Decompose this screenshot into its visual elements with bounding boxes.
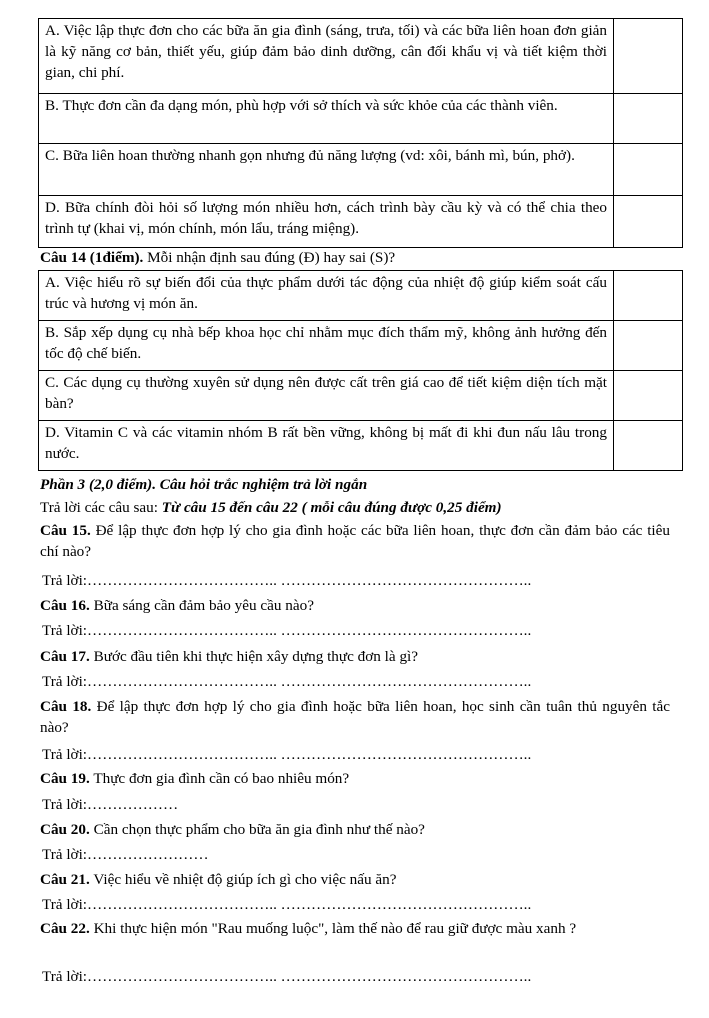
- answer-line-22[interactable]: Trả lời:……………………………….. …………………………………………..: [42, 968, 532, 985]
- question-text: Mỗi nhận định sau đúng (Đ) hay sai (S)?: [143, 249, 396, 266]
- table-row: [39, 371, 683, 421]
- answer-line-17[interactable]: Trả lời:……………………………….. …………………………………………..: [42, 673, 532, 690]
- question-text: Bữa sáng cần đảm bảo yêu cầu nào?: [89, 597, 314, 614]
- table-row: [39, 144, 683, 196]
- statement-cell: C. Bữa liên hoan thường nhanh gọn nhưng đủ năng lượng (vd: xôi, bánh mì, bún, phở).: [39, 144, 614, 196]
- instruction-prefix: Trả lời các câu sau:: [40, 499, 162, 516]
- answer-cell[interactable]: [614, 321, 683, 371]
- answer-line-18[interactable]: Trả lời:……………………………….. …………………………………………..: [42, 746, 532, 763]
- question-16: [40, 595, 670, 616]
- question-text: Cần chọn thực phẩm cho bữa ăn gia đình như thế nào?: [89, 821, 425, 838]
- answer-line-20[interactable]: Trả lời:……………………: [42, 846, 209, 863]
- question-18: [40, 696, 670, 738]
- true-false-table-13: [38, 18, 683, 248]
- part3-instruction: [40, 497, 502, 518]
- table-row: [39, 421, 683, 471]
- answer-cell[interactable]: [614, 421, 683, 471]
- instruction-bold: Từ câu 15 đến câu 22 ( mỗi câu đúng được 0,25 điểm): [161, 499, 502, 516]
- statement-cell: B. Sắp xếp dụng cụ nhà bếp khoa học chỉ nhằm mục đích thẩm mỹ, không ảnh hưởng đến tốc độ chế biến.: [39, 321, 614, 371]
- question-label: Câu 14 (1điểm).: [40, 249, 144, 266]
- answer-cell[interactable]: [614, 144, 683, 196]
- table-row: [39, 196, 683, 248]
- question-19: [40, 768, 670, 789]
- question-20: [40, 819, 670, 840]
- answer-line-15[interactable]: Trả lời:……………………………….. …………………………………………..: [42, 572, 532, 589]
- question-text: Để lập thực đơn hợp lý cho gia đình hoặc các bữa liên hoan, thực đơn cần đảm bảo các tiêu chí nào?: [40, 522, 670, 560]
- question-text: Việc hiểu về nhiệt độ giúp ích gì cho việc nấu ăn?: [89, 871, 397, 888]
- question-label: Câu 22.: [40, 920, 90, 937]
- answer-line-16[interactable]: Trả lời:……………………………….. …………………………………………..: [42, 622, 532, 639]
- statement-cell: C. Các dụng cụ thường xuyên sử dụng nên được cất trên giá cao để tiết kiệm diện tích mặt bàn?: [39, 371, 614, 421]
- question-text: Khi thực hiện món "Rau muống luộc", làm thế nào để rau giữ được màu xanh ?: [89, 920, 577, 937]
- question-label: Câu 19.: [40, 770, 90, 787]
- question-label: Câu 21.: [40, 871, 90, 888]
- table-row: [39, 19, 683, 94]
- question-22: [40, 918, 670, 939]
- table-row: [39, 271, 683, 321]
- table-row: [39, 94, 683, 144]
- table-row: [39, 321, 683, 371]
- question-15: [40, 520, 670, 562]
- question-17: [40, 646, 670, 667]
- answer-line-19[interactable]: Trả lời:………………: [42, 796, 179, 813]
- part3-heading: Phần 3 (2,0 điểm). Câu hỏi trắc nghiệm trả lời ngắn: [40, 476, 368, 493]
- statement-cell: A. Việc hiểu rõ sự biến đổi của thực phẩm dưới tác động của nhiệt độ giúp kiểm soát cấu trúc và hương vị món ăn.: [39, 271, 614, 321]
- answer-cell[interactable]: [614, 19, 683, 94]
- question-label: Câu 15.: [40, 522, 91, 539]
- question-text: Để lập thực đơn hợp lý cho gia đình hoặc bữa liên hoan, học sinh cần tuân thủ nguyên tắc nào?: [40, 698, 670, 736]
- question-21: [40, 869, 670, 890]
- question-text: Bước đầu tiên khi thực hiện xây dựng thực đơn là gì?: [89, 648, 418, 665]
- answer-line-21[interactable]: Trả lời:……………………………….. …………………………………………..: [42, 896, 532, 913]
- question-label: Câu 20.: [40, 821, 90, 838]
- answer-cell[interactable]: [614, 94, 683, 144]
- question-label: Câu 16.: [40, 597, 90, 614]
- statement-cell: B. Thực đơn cần đa dạng món, phù hợp với sở thích và sức khỏe của các thành viên.: [39, 94, 614, 144]
- statement-cell: D. Bữa chính đòi hỏi số lượng món nhiều hơn, cách trình bày cầu kỳ và có thể chia theo trình tự (khai vị, món chính, món lẩu, tráng miệng).: [39, 196, 614, 248]
- statement-cell: A. Việc lập thực đơn cho các bữa ăn gia đình (sáng, trưa, tối) và các bữa liên hoan đơn giản là kỹ năng cơ bản, thiết yếu, giúp đảm bảo dinh dưỡng, cân đối khẩu vị và tiết kiệm thời gian, chi phí.: [39, 19, 614, 94]
- true-false-table-14: [38, 270, 683, 471]
- statement-cell: D. Vitamin C và các vitamin nhóm B rất bền vững, không bị mất đi khi đun nấu lâu trong nước.: [39, 421, 614, 471]
- question-14: [40, 247, 395, 268]
- answer-cell[interactable]: [614, 371, 683, 421]
- question-label: Câu 18.: [40, 698, 92, 715]
- question-text: Thực đơn gia đình cần có bao nhiêu món?: [89, 770, 350, 787]
- question-label: Câu 17.: [40, 648, 90, 665]
- answer-cell[interactable]: [614, 271, 683, 321]
- answer-cell[interactable]: [614, 196, 683, 248]
